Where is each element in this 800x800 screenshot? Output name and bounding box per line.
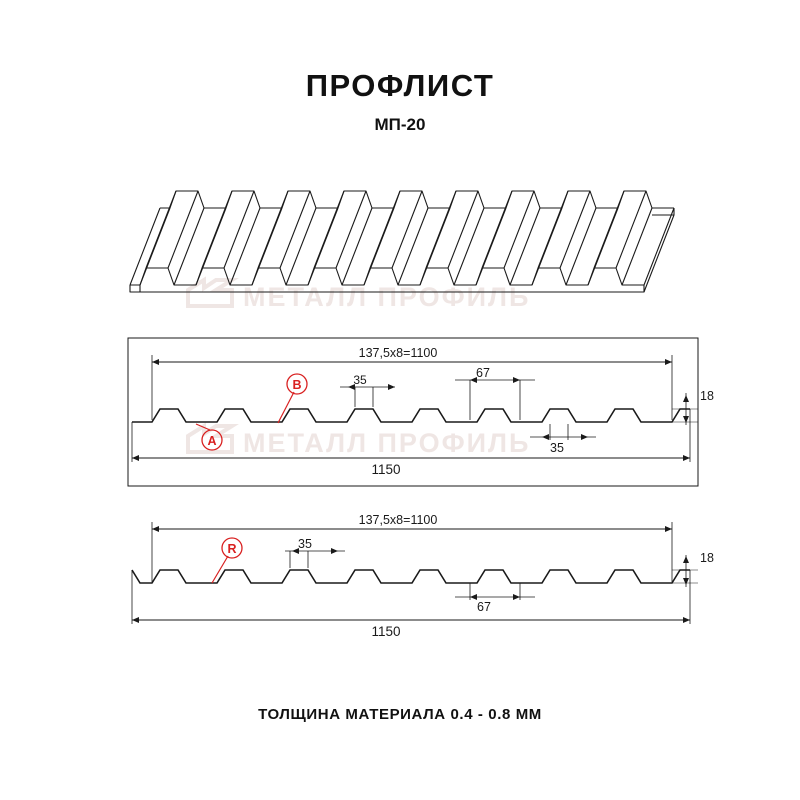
watermark-logo-icon-top xyxy=(188,280,232,306)
dim-flat-top-1: 67 xyxy=(476,366,490,380)
dim-overall-bottom-1: 1150 xyxy=(371,462,401,477)
dim-pitch-right-1: 35 xyxy=(550,441,564,455)
section-view-r xyxy=(132,513,714,639)
callout-r-label: R xyxy=(227,542,237,556)
material-thickness-note: ТОЛЩИНА МАТЕРИАЛА 0.4 - 0.8 ММ xyxy=(258,706,542,723)
callout-a-label: A xyxy=(207,434,217,448)
dim-overall-bottom-2: 1150 xyxy=(371,624,401,639)
dim-height-1: 18 xyxy=(700,389,714,403)
isometric-profile-view xyxy=(130,191,674,292)
section-view-ab xyxy=(128,338,714,486)
dim-flat-bottom-2: 67 xyxy=(477,600,491,614)
watermark-text-top: МЕТАЛЛ ПРОФИЛЬ xyxy=(243,282,531,312)
dim-pitch-left-2: 35 xyxy=(298,537,312,551)
dim-overall-top-1: 137,5х8=1100 xyxy=(358,346,438,360)
page-subtitle: МП-20 xyxy=(374,115,426,134)
dim-height-2: 18 xyxy=(700,551,714,565)
callout-b-label: B xyxy=(292,378,302,392)
page-title: ПРОФЛИСТ xyxy=(305,68,495,103)
watermark-text-bottom: МЕТАЛЛ ПРОФИЛЬ xyxy=(243,428,531,458)
dim-overall-top-2: 137,5х8=1100 xyxy=(358,513,438,527)
dim-pitch-left-1: 35 xyxy=(353,373,367,387)
